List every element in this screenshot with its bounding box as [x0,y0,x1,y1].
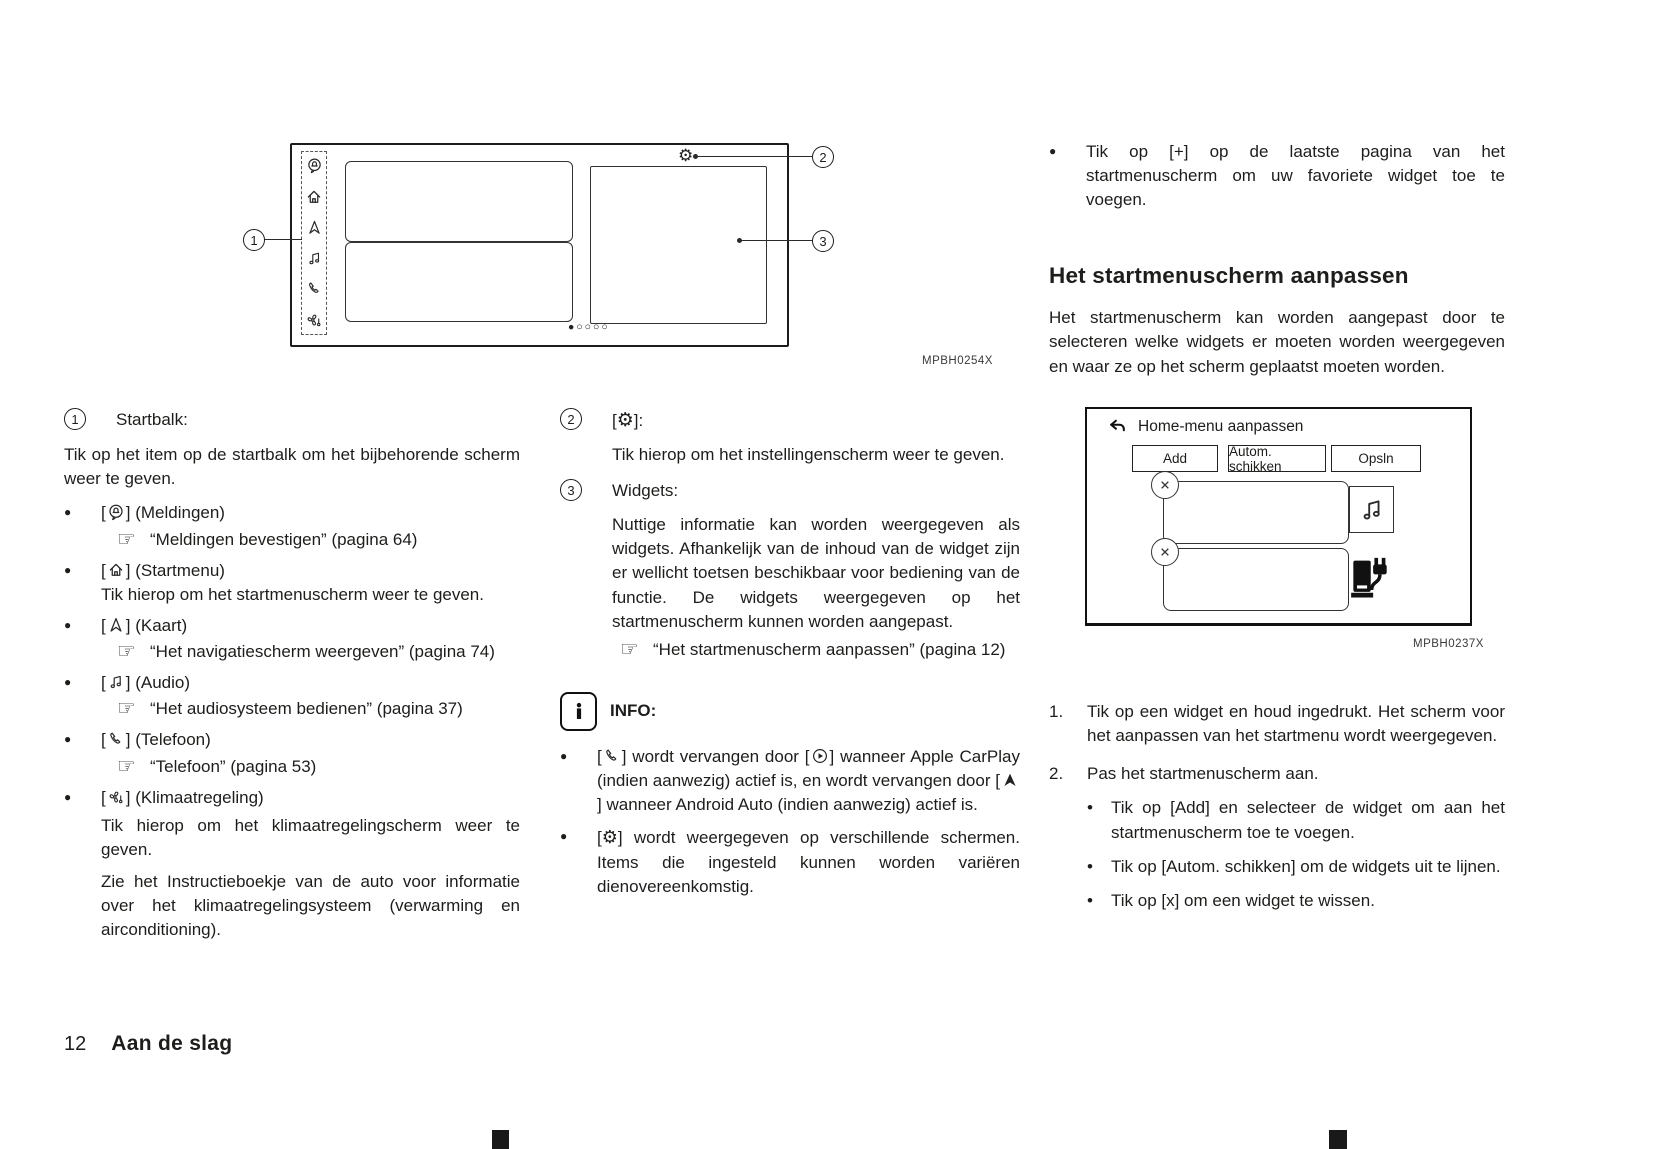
bullet-marker: ● [64,675,72,690]
item-2-number: 2 [560,408,582,430]
list-item-text-2: Zie het Instructieboekje van de auto voor informatie over het klimaatregelingsysteem (verwarming en airconditioning). [101,872,520,940]
page-number: 12 [64,1033,87,1055]
reference-text: “Telefoon” (pagina 53) [150,756,317,776]
save-button: Opsln [1331,445,1421,472]
item-1-intro: Tik op het item op de startbalk om het bijbehorende scherm weer te geven. [64,445,520,489]
item-3-title: Widgets: [612,481,679,501]
callout-1: 1 [243,229,265,251]
step-number: 2. [1049,764,1064,784]
step-text: Pas het startmenuscherm aan. [1087,764,1319,784]
music-note-icon [1358,496,1386,524]
android-auto-icon [1000,771,1020,789]
bullet-marker: ● [64,732,72,747]
map-arrow-icon [306,219,323,236]
figure-home-menu-customize [1085,407,1472,626]
bracket-open: [ [612,411,617,430]
callout-line-2 [696,156,812,157]
bullet-marker: ● [64,505,72,520]
reference-text: “Het audiosysteem bedienen” (pagina 37) [150,699,463,719]
reference-text: “Het navigatiescherm weergeven” (pagina 74) [150,642,495,661]
carplay-icon [810,747,830,765]
list-item-text: Tik op [+] op de laatste pagina van het startmenuscherm om uw favoriete widget toe te voegen. [1086,142,1505,210]
remove-widget-x-icon [1151,538,1179,566]
column-3 [1049,140,1505,379]
widget-placeholder-top [345,161,573,242]
music-note-icon [306,250,323,267]
list-item [64,501,520,551]
bracket-close: ] [125,730,131,750]
map-arrow-icon [106,616,126,634]
sub-bullet-marker: • [1087,798,1093,818]
list-item-label: (Telefoon) [135,730,211,750]
info-text-segment: wordt vervangen door [626,746,805,766]
bracket-close: ] [125,787,131,807]
list-item-label: (Meldingen) [135,503,225,523]
phone-icon [306,280,323,297]
bracket-close: ] [597,795,602,815]
item-2-text: Tik hierop om het instellingenscherm weer te geven. [612,444,1005,464]
gear-icon: ⚙ [678,146,694,165]
list-item-label: (Klimaatregeling) [135,787,264,807]
steps-list [1049,700,1505,913]
bullet-marker: ● [64,789,72,804]
list-item-text: Tik hierop om het startmenuscherm weer te geven. [101,584,484,604]
bracket-open: [ [804,746,810,766]
bracket-close: ] [125,673,131,693]
info-item [560,745,1020,817]
bracket-close-colon: ]: [633,411,644,430]
item-3-number: 3 [560,479,582,501]
remove-widget-x-icon [1151,471,1179,499]
bracket-close: ] [621,746,627,766]
list-item [64,614,520,664]
widget-placeholder-large [590,166,767,324]
chapter-title: Aan de slag [111,1032,233,1055]
column-2 [560,408,1020,899]
bullet-marker: ● [64,617,72,632]
info-title: INFO: [610,701,657,721]
figure2-label: MPBH0237X [1413,638,1484,650]
list-item [64,728,520,778]
widget-placeholder-bottom [345,242,573,322]
list-item-label: (Kaart) [135,615,188,635]
bracket-open: [ [101,787,106,807]
info-text-segment: wordt weergegeven op verschillende schermen. Items die ingesteld kunnen worden variëren dienovereenkomstig. [597,828,1020,897]
gear-icon: ⚙ [601,827,618,848]
notifications-bell-icon [106,503,126,521]
bracket-open: [ [101,615,106,635]
bracket-open: [ [101,673,106,693]
list-item [64,786,520,943]
page-footer [64,1032,232,1056]
bracket-close: ] [125,560,131,580]
widget-audio [1163,481,1349,544]
list-item [1049,140,1505,212]
add-button: Add [1132,445,1218,472]
see-reference-icon: ☞ [117,697,136,721]
bracket-close: ] [829,746,835,766]
phone-icon [602,747,622,765]
auto-arrange-button: Autom. schikken [1228,445,1326,472]
list-item [64,671,520,721]
music-note-icon [106,673,126,691]
bullet-marker: ● [560,829,568,844]
see-reference-icon: ☞ [117,754,136,778]
list-item-label: (Audio) [135,673,191,693]
see-reference-icon: ☞ [117,640,136,663]
climate-fan-icon [305,311,323,329]
ev-charger-icon [1346,555,1390,603]
bullet-marker: ● [64,562,72,577]
sub-bullet-marker: • [1087,890,1093,910]
item-1-number: 1 [64,408,86,430]
callout-2: 2 [812,146,834,168]
list-item-label: (Startmenu) [135,560,225,580]
reference-text: “Het startmenuscherm aanpassen” (pagina 12) [653,639,1006,659]
step-text: Tik op een widget en houd ingedrukt. Het scherm voor het aanpassen van het startmenu wordt weergegeven. [1087,702,1505,746]
figure2-title: Home-menu aanpassen [1138,418,1304,435]
item-3-text: Nuttige informatie kan worden weergegeven als widgets. Afhankelijk van de inhoud van de widget zijn er wellicht toetsen beschikbaar voor bediening van de functie. De widgets weergegeven op het startmenuscherm kunnen worden aangepast. [612,515,1020,631]
climate-fan-icon [106,788,126,806]
see-reference-icon: ☞ [117,527,136,551]
section-intro: Het startmenuscherm kan worden aangepast door te selecteren welke widgets er moeten worden weergegeven en waar ze op het scherm geplaatst moeten worden. [1049,308,1505,376]
callout-3: 3 [812,230,834,252]
phone-icon [106,730,126,748]
sub-step-text: Tik op [x] om een widget te wissen. [1111,890,1375,910]
bracket-close: ] [125,503,131,523]
launch-bar [301,151,327,335]
widget-icon-box [1349,486,1394,533]
info-item [560,825,1020,899]
bullet-marker: ● [560,748,568,763]
bracket-close: ] [125,615,131,635]
notifications-bell-icon [306,157,323,174]
section-heading: Het startmenuscherm aanpassen [1049,263,1409,289]
bracket-open: [ [101,560,106,580]
bracket-open: [ [101,503,106,523]
info-text-segment: wanneer Apple CarPlay (indien aanwezig) actief is, en wordt vervangen door [597,746,1020,791]
callout-line-3 [741,240,812,241]
callout-line-1 [263,239,302,240]
bracket-open: [ [995,771,1000,791]
reference-text: “Meldingen bevestigen” (pagina 64) [150,529,418,549]
item-1-title: Startbalk: [116,410,188,429]
list-item-text: Tik hierop om het klimaatregelingscherm weer te geven. [101,815,520,859]
sub-step-text: Tik op [Autom. schikken] om de widgets uit te lijnen. [1111,856,1501,876]
bullet-marker: ● [1049,144,1057,158]
page-indicator-dots: ●○○○○ [568,321,610,333]
figure1-label: MPBH0254X [922,355,993,367]
widget-ev-charging [1163,548,1349,611]
bracket-close: ] [617,828,623,848]
column-1 [64,408,520,942]
see-reference-icon: ☞ [620,637,639,661]
bracket-open: [ [597,746,602,766]
print-mark-left [492,1130,509,1149]
sub-bullet-marker: • [1087,856,1093,876]
home-icon [305,188,323,206]
figure-infotainment-screen [290,143,789,347]
info-text-segment: wanneer Android Auto (indien aanwezig) actief is. [601,795,978,815]
bracket-open: [ [597,828,602,848]
home-icon [106,561,126,579]
gear-icon: ⚙ [616,410,634,431]
list-item [64,559,520,607]
bracket-open: [ [101,730,106,750]
info-icon [560,692,597,731]
print-mark-right [1329,1130,1347,1149]
sub-step-text: Tik op [Add] en selecteer de widget om aan het startmenuscherm toe te voegen. [1111,798,1505,842]
step-number: 1. [1049,702,1064,721]
undo-arrow-icon [1107,418,1128,437]
